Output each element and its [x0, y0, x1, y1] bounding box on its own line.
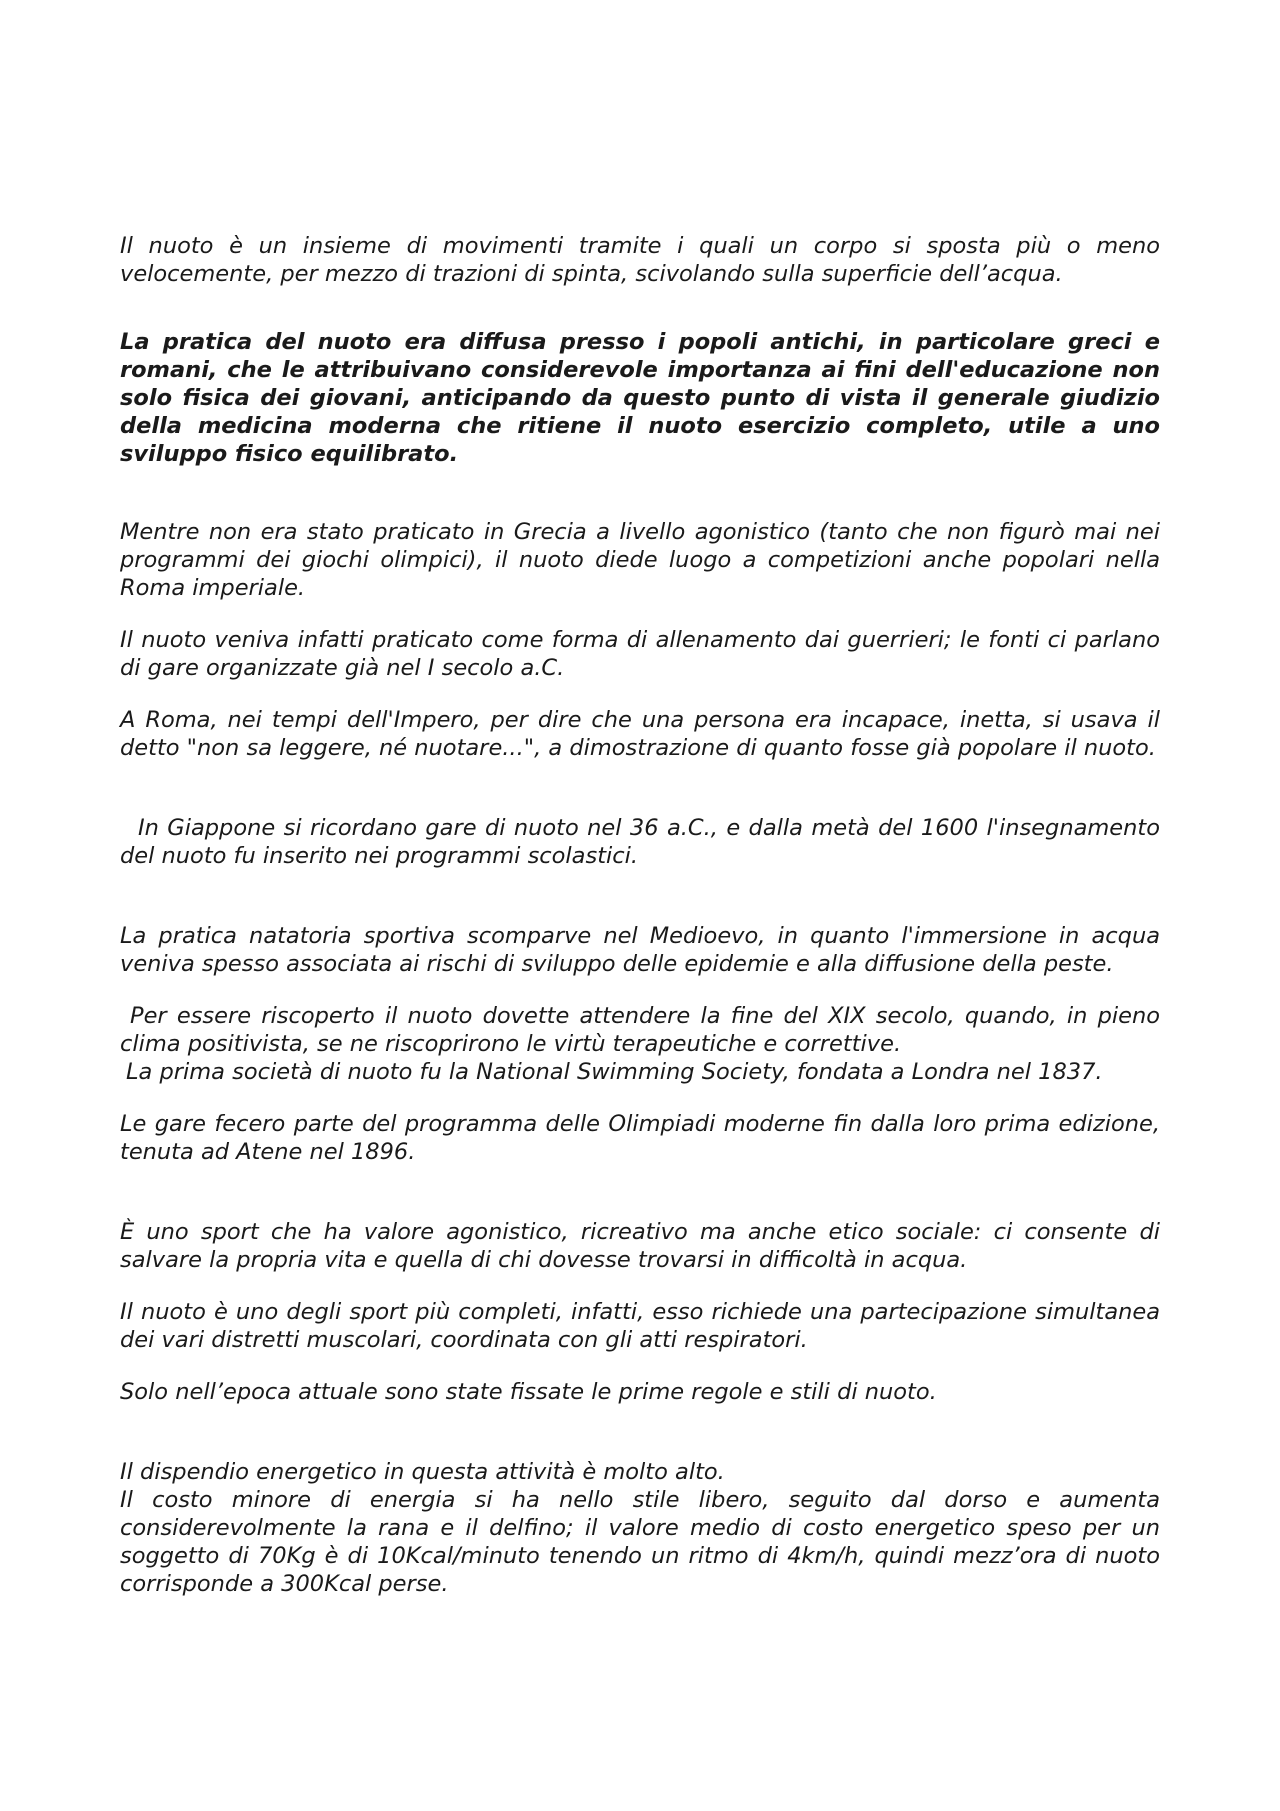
paragraph-rules: Solo nell’epoca attuale sono state fissate le prime regole e stili di nuoto. — [120, 1379, 937, 1405]
paragraph-energy-cost: Il costo minore di energia si ha nello stile libero, seguito dal dorso e aumenta considerevolmente la rana e il delfino; il valore medio di costo energetico speso per un soggetto di 70Kg è di 10Kcal/minuto tenendo un ritmo di 4km/h, quindi mezz’ora di nuoto corrisponde a 300Kcal perse. — [120, 1487, 1160, 1597]
paragraph-rome-saying: A Roma, nei tempi dell'Impero, per dire che una persona era incapace, inetta, si usava il detto "non sa leggere, né nuotare...", a dimostrazione di quanto fosse già popolare il nuoto. — [120, 707, 1160, 761]
document-page — [120, 232, 1160, 1598]
paragraph-definition: Il nuoto è un insieme di movimenti tramite i quali un corpo si sposta più o meno velocemente, per mezzo di trazioni di spinta, scivolando sulla superficie dell’acqua. — [120, 233, 1160, 287]
paragraph-olympics: Le gare fecero parte del programma delle Olimpiadi moderne fin dalla loro prima edizione, tenuta ad Atene nel 1896. — [120, 1111, 1160, 1165]
paragraph-greece-rome: Mentre non era stato praticato in Grecia a livello agonistico (tanto che non figurò mai nei programmi dei giochi olimpici), il nuoto diede luogo a competizioni anche popolari nella Roma imperiale. — [120, 519, 1160, 601]
paragraph-energy-intro: Il dispendio energetico in questa attività è molto alto. — [120, 1459, 725, 1485]
paragraph-complete-sport: Il nuoto è uno degli sport più completi, infatti, esso richiede una partecipazione simultanea dei vari distretti muscolari, coordinata con gli atti respiratori. — [120, 1299, 1160, 1353]
paragraph-xix-century: Per essere riscoperto il nuoto dovette attendere la fine del XIX secolo, quando, in pieno clima positivista, se ne riscoprirono le virtù terapeutiche e correttive. — [120, 1003, 1160, 1057]
paragraph-sport-value: È uno sport che ha valore agonistico, ricreativo ma anche etico sociale: ci consente di salvare la propria vita e quella di chi dovesse trovarsi in difficoltà in acqua. — [120, 1219, 1160, 1273]
paragraph-warriors: Il nuoto veniva infatti praticato come forma di allenamento dai guerrieri; le fonti ci parlano di gare organizzate già nel I secolo a.C. — [120, 627, 1160, 681]
paragraph-national-swimming-society: La prima società di nuoto fu la National Swimming Society, fondata a Londra nel 1837. — [126, 1059, 1103, 1085]
paragraph-ancient-peoples: La pratica del nuoto era diffusa presso i popoli antichi, in particolare greci e romani, che le attribuivano considerevole importanza ai fini dell'educazione non solo fisica dei giovani, anticipando da questo punto di vista il generale giudizio della medicina moderna che ritiene il nuoto esercizio completo, utile a uno sviluppo fisico equilibrato. — [120, 329, 1160, 467]
paragraph-middle-ages: La pratica natatoria sportiva scomparve nel Medioevo, in quanto l'immersione in acqua veniva spesso associata ai rischi di sviluppo delle epidemie e alla diffusione della peste. — [120, 923, 1160, 977]
paragraph-japan: In Giappone si ricordano gare di nuoto nel 36 a.C., e dalla metà del 1600 l'insegnamento del nuoto fu inserito nei programmi scolastici. — [120, 815, 1160, 869]
